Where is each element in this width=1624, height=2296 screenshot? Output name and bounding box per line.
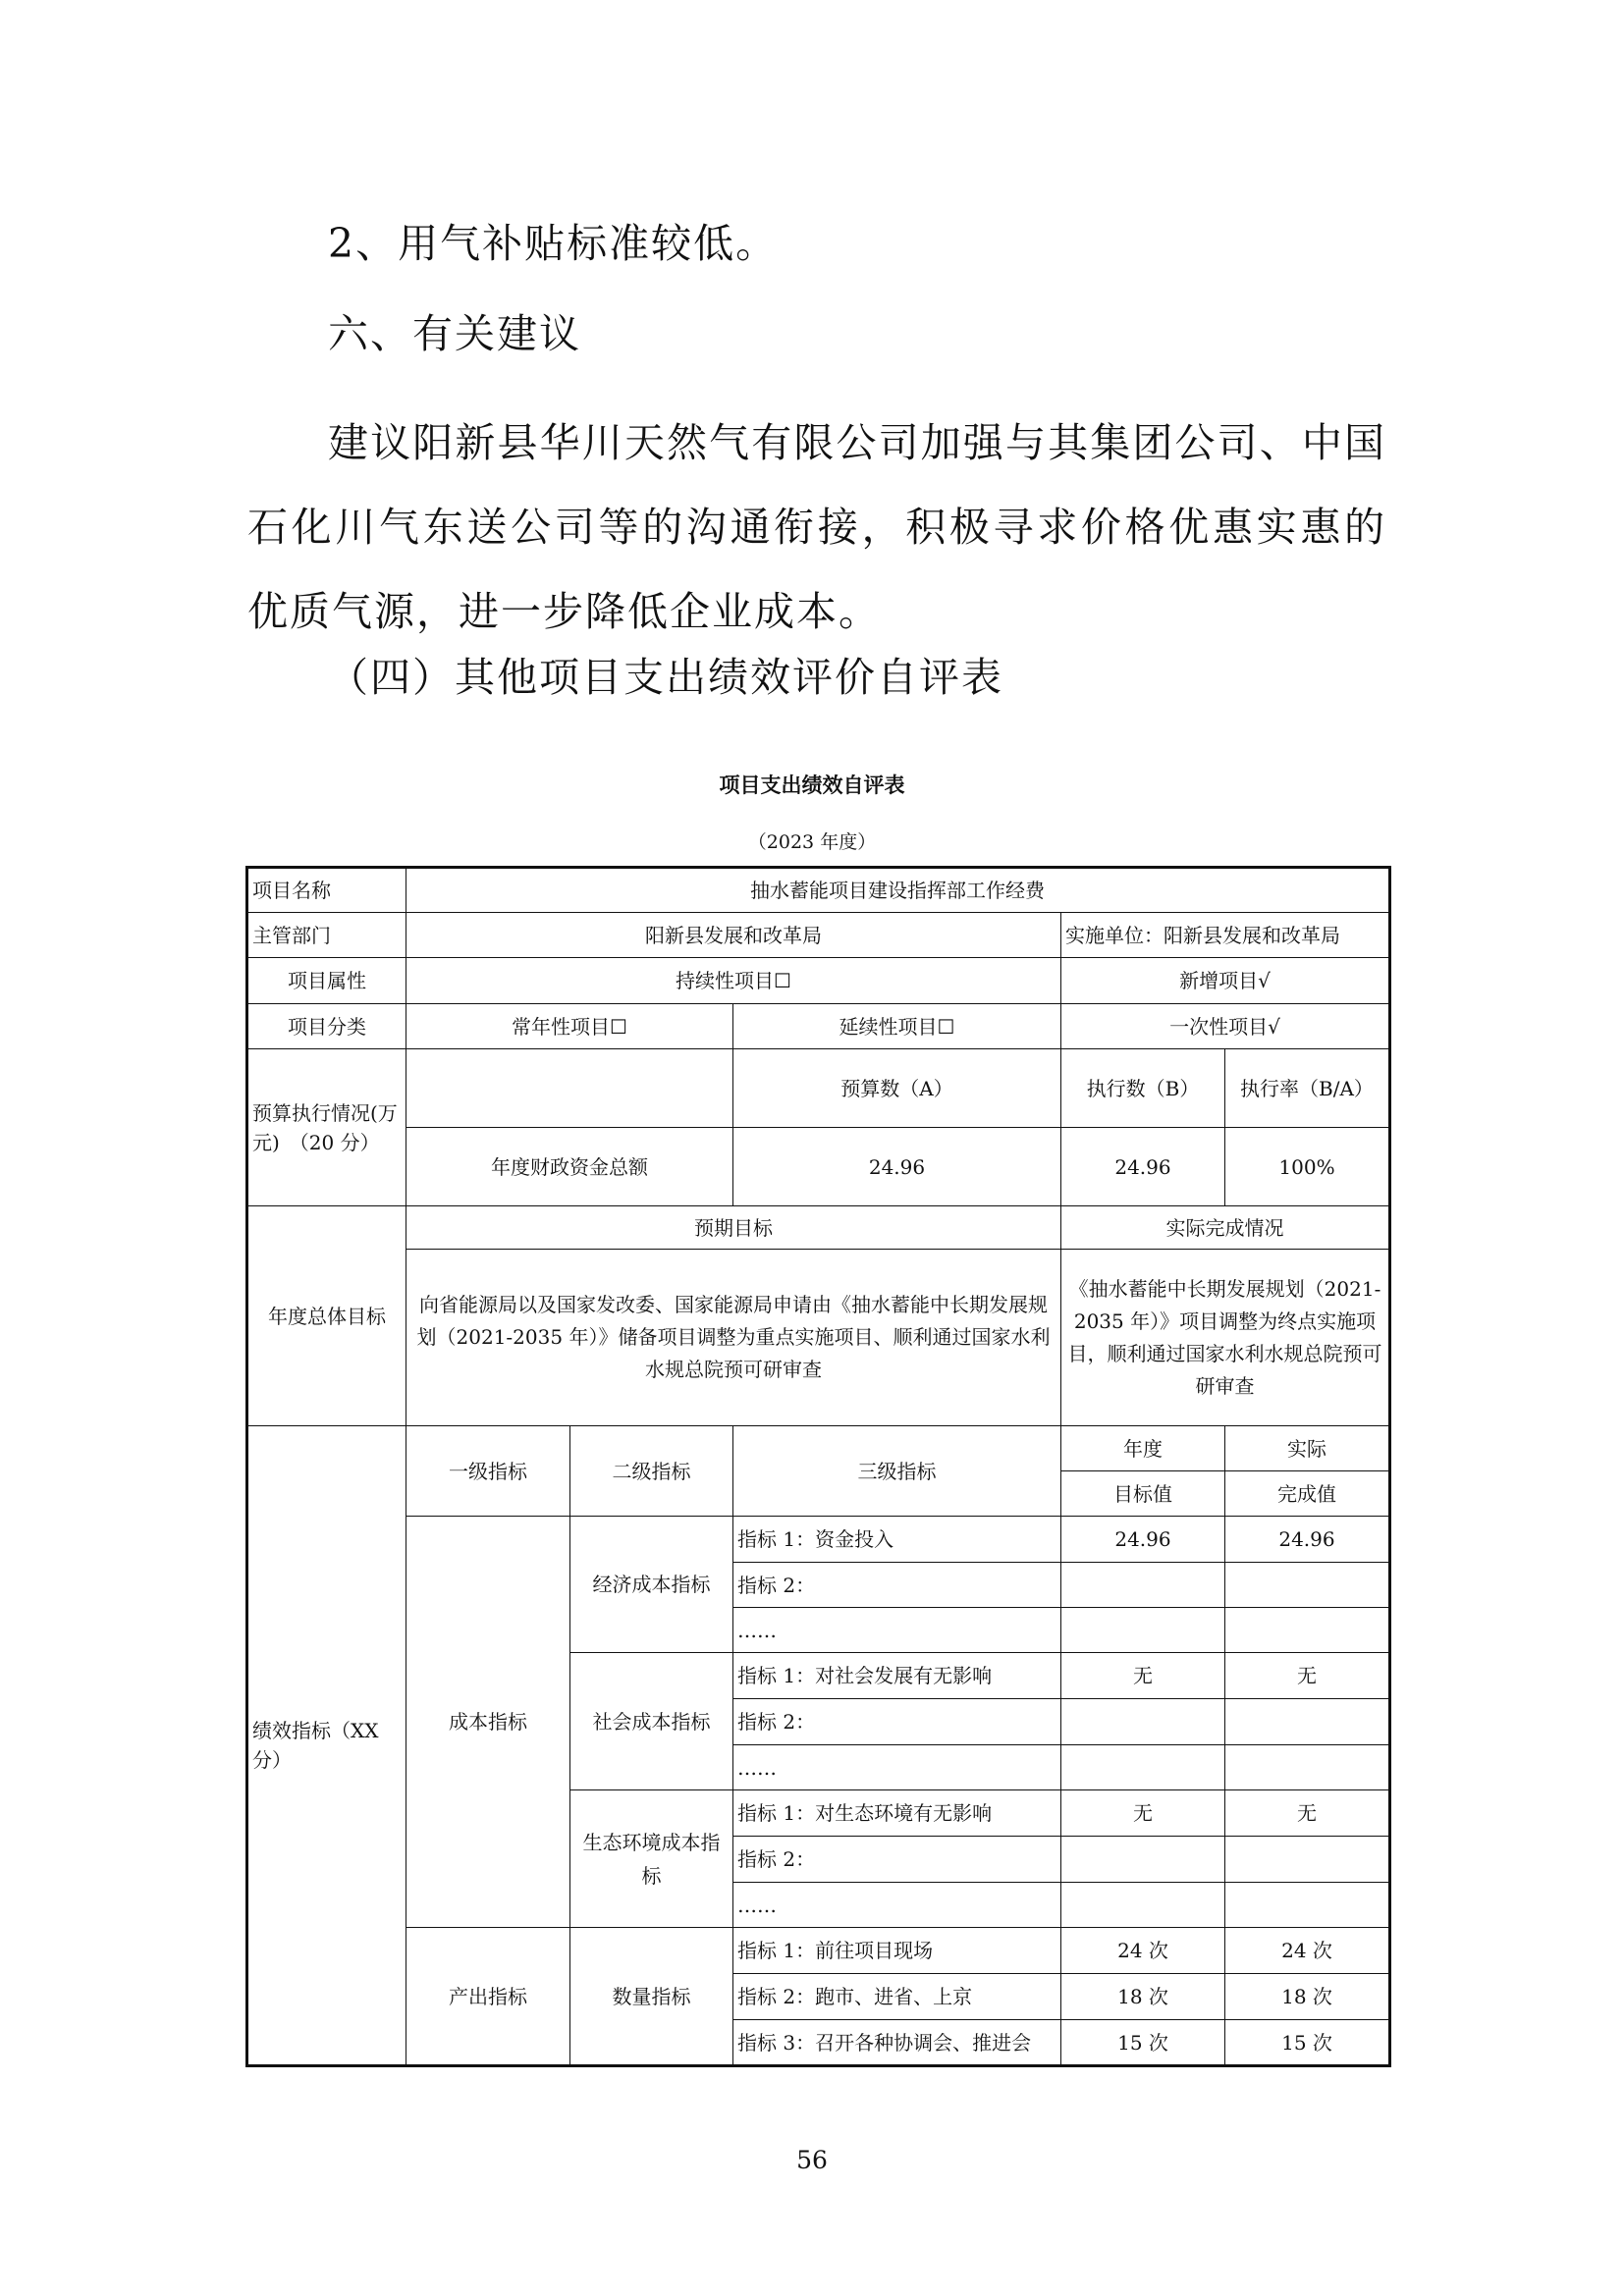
table-row	[247, 913, 1390, 958]
self-evaluation-table	[245, 866, 1391, 2067]
exec-rate-header: 执行率（B/A）	[1225, 1049, 1390, 1128]
table-row	[247, 1004, 1390, 1049]
page-number: 56	[796, 2146, 828, 2174]
table-row	[247, 1426, 1390, 1471]
table-row	[247, 1250, 1390, 1426]
empty-cell	[1225, 1608, 1390, 1653]
fund-rate-value: 100%	[1225, 1128, 1390, 1206]
section-heading-suggestions: 六、有关建议	[328, 310, 581, 357]
project-name-label: 项目名称	[247, 868, 406, 913]
econ-indicator-1: 指标 1：资金投入	[733, 1517, 1061, 1563]
qty-indicator-3-target: 15 次	[1061, 2020, 1225, 2066]
goal-expected-text: 向省能源局以及国家发改委、国家能源局申请由《抽水蓄能中长期发展规划（2021-2035 年）》储备项目调整为重点实施项目、顺利通过国家水利水规总院预可研审查	[406, 1250, 1061, 1426]
empty-cell	[1061, 1699, 1225, 1745]
econ-indicator-1-target: 24.96	[1061, 1517, 1225, 1563]
table-title: 项目支出绩效自评表	[719, 774, 905, 797]
qty-indicator-1-target: 24 次	[1061, 1928, 1225, 1974]
table-row	[247, 1517, 1390, 1563]
target-header-top: 年度	[1061, 1426, 1225, 1471]
econ-cost-label: 经济成本指标	[570, 1517, 733, 1653]
eco-indicator-1: 指标 1：对生态环境有无影响	[733, 1790, 1061, 1837]
empty-cell	[1061, 1745, 1225, 1790]
empty-cell	[1225, 1699, 1390, 1745]
eco-indicator-2: 指标 2：	[733, 1837, 1061, 1883]
social-indicator-1-target: 无	[1061, 1653, 1225, 1699]
table-row	[247, 868, 1390, 913]
level2-header: 二级指标	[570, 1426, 733, 1517]
qty-indicator-2-target: 18 次	[1061, 1974, 1225, 2020]
empty-cell	[1061, 1608, 1225, 1653]
table-row	[247, 1128, 1390, 1206]
dept-value: 阳新县发展和改革局	[406, 913, 1061, 958]
social-indicator-2: 指标 2：	[733, 1699, 1061, 1745]
table-year: （2023 年度）	[747, 831, 877, 853]
actual-header-top: 实际	[1225, 1426, 1390, 1471]
eco-indicator-1-actual: 无	[1225, 1790, 1390, 1837]
eco-indicator-more: ……	[733, 1883, 1061, 1928]
budget-label: 预算执行情况(万元) （20 分）	[247, 1049, 406, 1206]
attr-label: 项目属性	[247, 958, 406, 1004]
actual-header-bottom: 完成值	[1225, 1471, 1390, 1517]
level3-header: 三级指标	[733, 1426, 1061, 1517]
budget-empty-cell	[406, 1049, 733, 1128]
empty-cell	[1225, 1837, 1390, 1883]
category-regular: 常年性项目☐	[406, 1004, 733, 1049]
category-extended: 延续性项目☐	[733, 1004, 1061, 1049]
table-row	[247, 1206, 1390, 1250]
level1-header: 一级指标	[406, 1426, 570, 1517]
social-indicator-1: 指标 1：对社会发展有无影响	[733, 1653, 1061, 1699]
dept-label: 主管部门	[247, 913, 406, 958]
empty-cell	[1225, 1563, 1390, 1608]
section-heading-self-evaluation: （四）其他项目支出绩效评价自评表	[328, 654, 1003, 701]
qty-indicator-3: 指标 3：召开各种协调会、推进会	[733, 2020, 1061, 2066]
goal-actual-header: 实际完成情况	[1061, 1206, 1390, 1250]
qty-indicator-2-actual: 18 次	[1225, 1974, 1390, 2020]
econ-indicator-1-actual: 24.96	[1225, 1517, 1390, 1563]
category-label: 项目分类	[247, 1004, 406, 1049]
social-cost-label: 社会成本指标	[570, 1653, 733, 1790]
empty-cell	[1225, 1745, 1390, 1790]
eco-indicator-1-target: 无	[1061, 1790, 1225, 1837]
project-name-value: 抽水蓄能项目建设指挥部工作经费	[406, 868, 1390, 913]
target-header-bottom: 目标值	[1061, 1471, 1225, 1517]
paragraph-suggestion-body: 建议阳新县华川天然气有限公司加强与其集团公司、中国石化川气东送公司等的沟通衔接，积极寻求价格优惠实惠的优质气源，进一步降低企业成本。	[247, 419, 1386, 635]
qty-indicator-2: 指标 2：跑市、进省、上京	[733, 1974, 1061, 2020]
goal-actual-text: 《抽水蓄能中长期发展规划（2021-2035 年）》项目调整为终点实施项目，顺利通过国家水利水规总院预可研审查	[1061, 1250, 1390, 1426]
table-row	[247, 1928, 1390, 1974]
table-row	[247, 958, 1390, 1004]
fund-total-label: 年度财政资金总额	[406, 1128, 733, 1206]
goal-label: 年度总体目标	[247, 1206, 406, 1426]
fund-b-value: 24.96	[1061, 1128, 1225, 1206]
econ-indicator-2: 指标 2：	[733, 1563, 1061, 1608]
empty-cell	[1061, 1883, 1225, 1928]
fund-a-value: 24.96	[733, 1128, 1061, 1206]
paragraph-subsidy-standard: 2、用气补贴标准较低。	[328, 220, 779, 267]
qty-indicator-3-actual: 15 次	[1225, 2020, 1390, 2066]
eco-cost-label: 生态环境成本指标	[570, 1790, 733, 1928]
attr-continuous: 持续性项目☐	[406, 958, 1061, 1004]
table-row	[247, 1049, 1390, 1128]
empty-cell	[1061, 1563, 1225, 1608]
budget-a-header: 预算数（A）	[733, 1049, 1061, 1128]
social-indicator-1-actual: 无	[1225, 1653, 1390, 1699]
attr-new: 新增项目√	[1061, 958, 1390, 1004]
empty-cell	[1061, 1837, 1225, 1883]
performance-label: 绩效指标（XX 分）	[247, 1426, 406, 2066]
output-indicator-label: 产出指标	[406, 1928, 570, 2066]
exec-b-header: 执行数（B）	[1061, 1049, 1225, 1128]
empty-cell	[1225, 1883, 1390, 1928]
econ-indicator-more: ……	[733, 1608, 1061, 1653]
quantity-indicator-label: 数量指标	[570, 1928, 733, 2066]
qty-indicator-1: 指标 1：前往项目现场	[733, 1928, 1061, 1974]
category-onetime: 一次性项目√	[1061, 1004, 1390, 1049]
goal-expected-header: 预期目标	[406, 1206, 1061, 1250]
cost-indicator-label: 成本指标	[406, 1517, 570, 1928]
qty-indicator-1-actual: 24 次	[1225, 1928, 1390, 1974]
impl-unit: 实施单位：阳新县发展和改革局	[1061, 913, 1390, 958]
social-indicator-more: ……	[733, 1745, 1061, 1790]
